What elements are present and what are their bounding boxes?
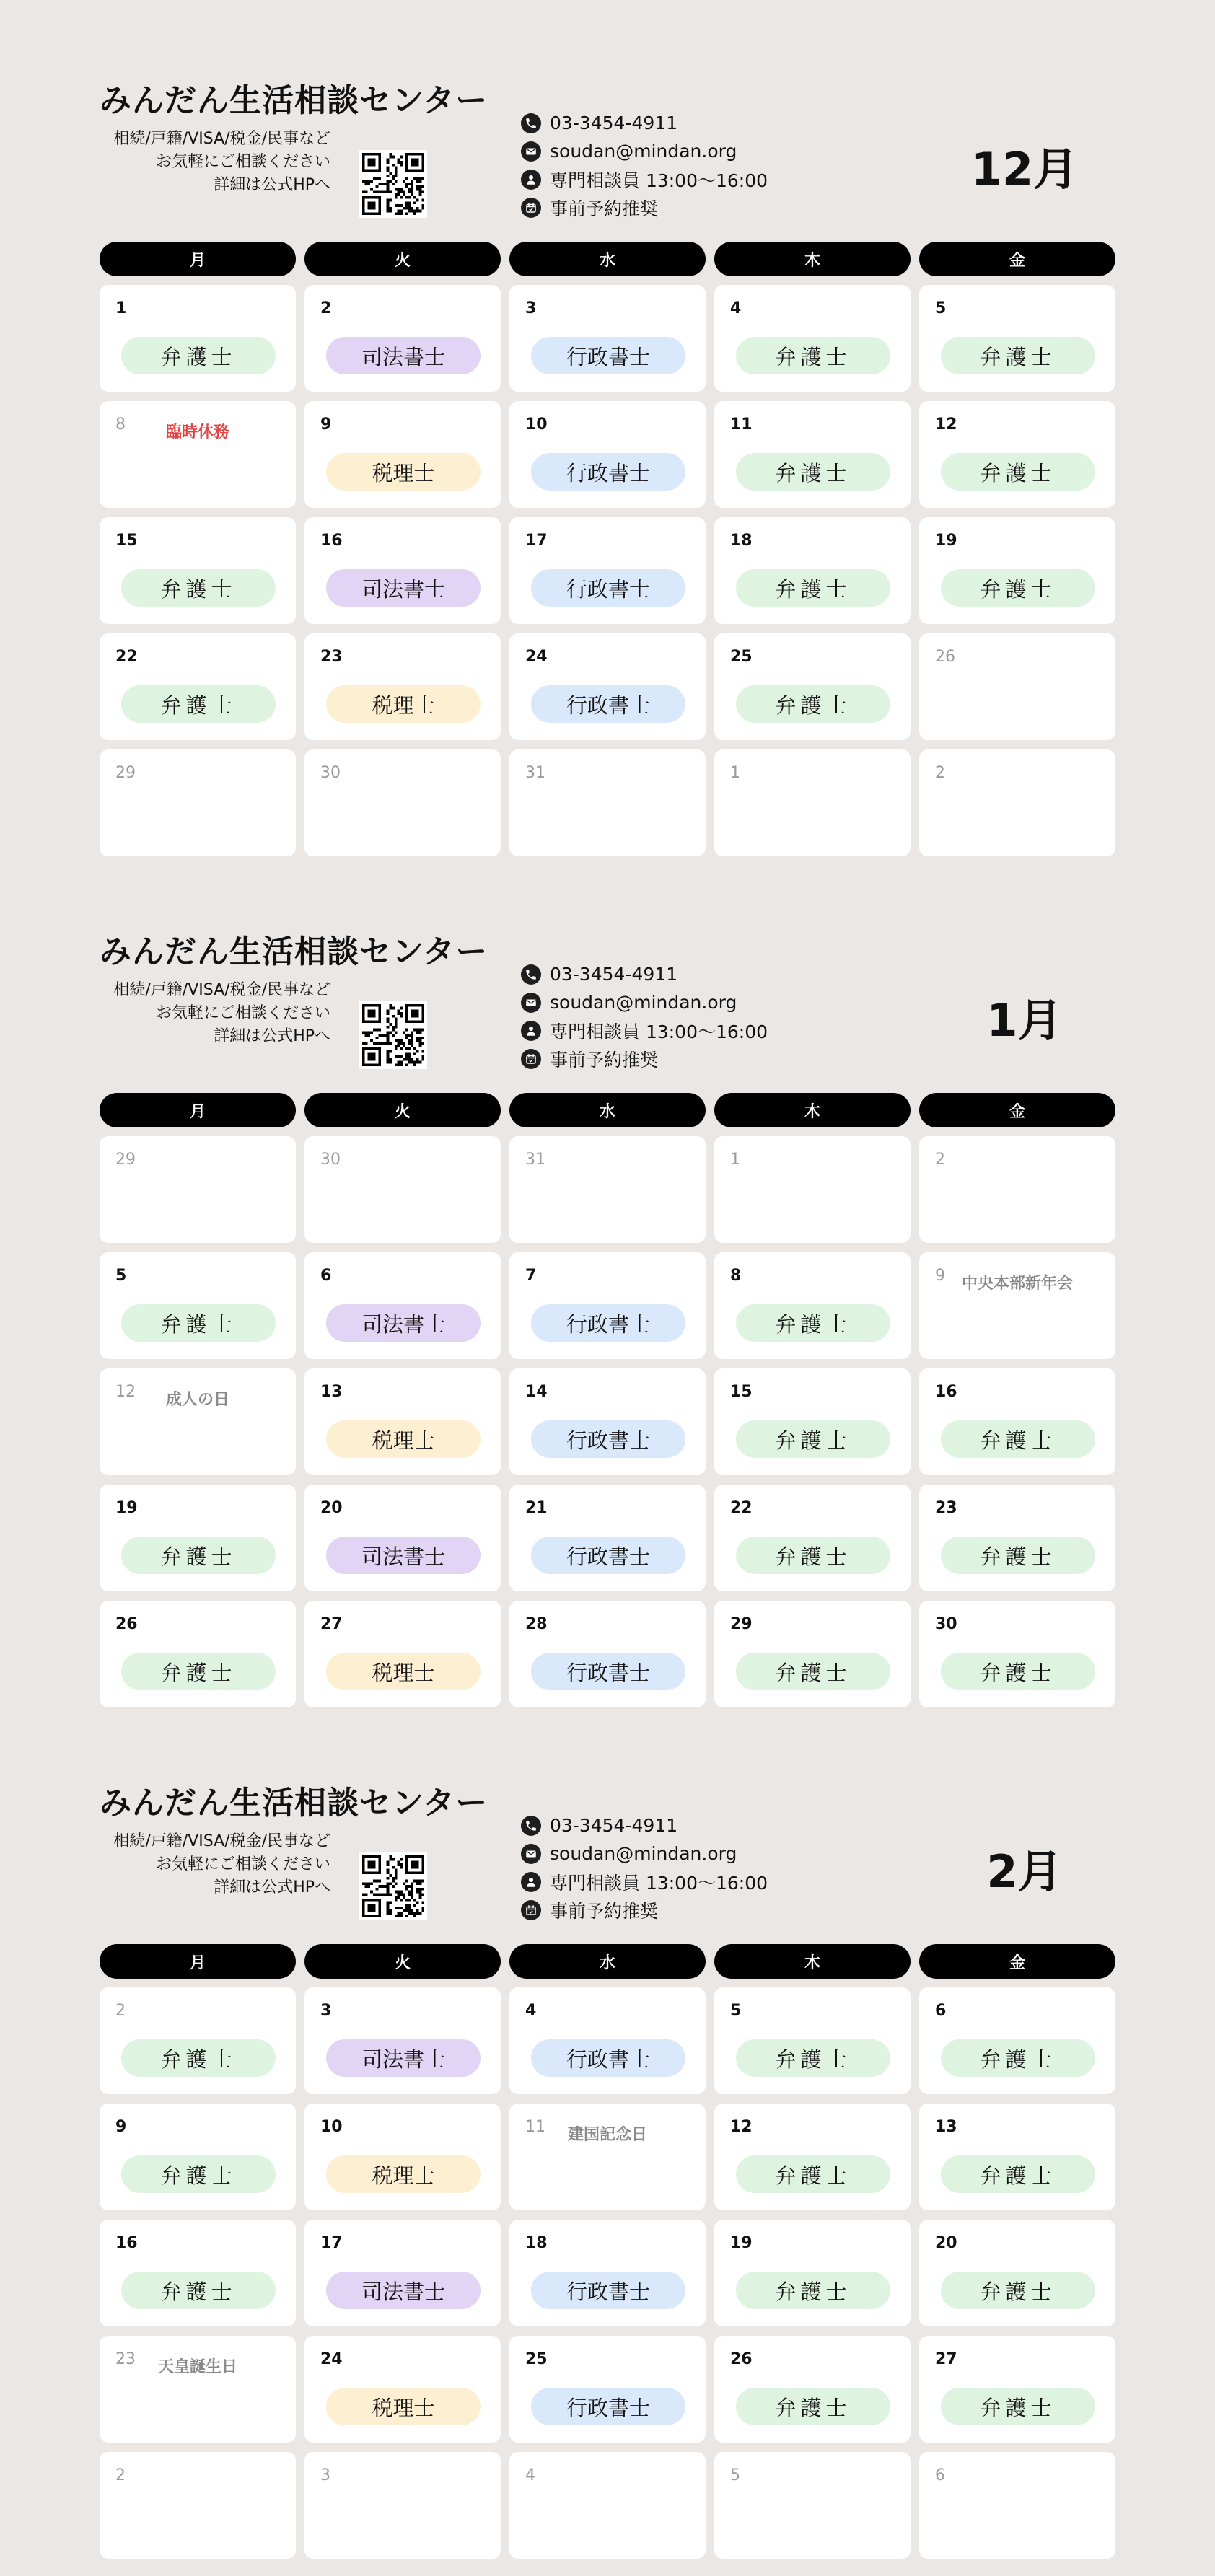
description-line: 詳細は公式HPへ [214, 1878, 330, 1896]
day-cell[interactable] [714, 1368, 911, 1475]
day-number: 11 [730, 416, 753, 434]
day-number: 5 [730, 2002, 742, 2020]
day-number: 3 [320, 2466, 330, 2484]
contact-text: soudan@mindan.org [550, 141, 737, 162]
person-icon [521, 170, 541, 190]
contact-row [521, 1016, 768, 1045]
day-number: 2 [935, 764, 945, 782]
day-note: 建国記念日 [567, 2126, 647, 2144]
day-number: 31 [525, 1151, 545, 1169]
day-cell[interactable] [919, 1136, 1115, 1243]
day-number: 29 [115, 764, 136, 782]
day-note: 天皇誕生日 [157, 2358, 237, 2376]
day-number: 6 [935, 2466, 945, 2484]
day-cell[interactable] [714, 2452, 911, 2559]
month-label: 12月 [970, 143, 1079, 195]
day-cell[interactable] [100, 1485, 296, 1591]
day-cell[interactable] [919, 401, 1115, 508]
day-number: 4 [525, 2466, 535, 2484]
consultant-bengoshi-badge: 弁護士 [736, 2388, 890, 2425]
contact-row [521, 193, 768, 221]
day-cell[interactable] [509, 2104, 706, 2210]
service-description [85, 1830, 330, 1899]
day-number: 23 [115, 2350, 136, 2368]
weekday-label: 水 [509, 1944, 706, 1979]
day-cell[interactable] [304, 633, 501, 740]
contact-row [521, 1868, 768, 1896]
consultant-bengoshi-badge: 弁護士 [736, 1420, 890, 1458]
consultant-gyosei-badge: 行政書士 [531, 2388, 685, 2425]
consultant-shiho-badge: 司法書士 [326, 337, 481, 374]
day-number: 27 [935, 2350, 957, 2368]
day-number: 9 [115, 2118, 127, 2136]
consultant-gyosei-badge: 行政書士 [531, 1537, 685, 1574]
day-cell[interactable] [100, 2452, 296, 2559]
day-number: 6 [320, 1267, 332, 1285]
consultant-shiho-badge: 司法書士 [326, 1537, 481, 1574]
day-number: 30 [935, 1615, 957, 1633]
day-number: 12 [115, 1383, 136, 1401]
consultant-gyosei-badge: 行政書士 [531, 2272, 685, 2309]
weekday-label: 木 [714, 242, 911, 276]
contact-row [521, 1896, 768, 1924]
day-cell[interactable] [919, 2104, 1115, 2210]
day-cell[interactable] [100, 1601, 296, 1707]
contact-row [521, 1811, 768, 1839]
consultant-bengoshi-badge: 弁護士 [941, 569, 1095, 607]
consultant-gyosei-badge: 行政書士 [531, 685, 685, 723]
day-number: 28 [525, 1615, 548, 1633]
day-number: 25 [730, 648, 753, 666]
description-line: お気軽にご相談ください [155, 1004, 330, 1022]
consultant-bengoshi-badge: 弁護士 [736, 1653, 890, 1690]
day-cell[interactable] [919, 1987, 1115, 2094]
day-number: 26 [115, 1615, 138, 1633]
consultant-shiho-badge: 司法書士 [326, 569, 481, 607]
day-number: 1 [730, 1151, 740, 1169]
weekday-label: 火 [304, 1093, 501, 1127]
day-number: 5 [115, 1267, 127, 1285]
day-cell[interactable] [509, 2336, 706, 2443]
day-cell[interactable] [304, 401, 501, 508]
consultant-bengoshi-badge: 弁護士 [736, 1537, 890, 1574]
contact-text: 03-3454-4911 [550, 113, 678, 133]
consultant-bengoshi-badge: 弁護士 [121, 1537, 276, 1574]
consultant-bengoshi-badge: 弁護士 [736, 2272, 890, 2309]
day-number: 1 [115, 299, 127, 317]
day-number: 15 [115, 532, 138, 550]
day-number: 2 [935, 1151, 945, 1169]
day-cell[interactable] [304, 749, 501, 856]
day-cell[interactable] [919, 1485, 1115, 1591]
day-cell[interactable] [304, 1987, 501, 2094]
day-number: 22 [730, 1499, 753, 1517]
day-number: 10 [320, 2118, 343, 2136]
weekday-label: 火 [304, 242, 501, 276]
service-description [85, 128, 330, 197]
day-cell[interactable] [509, 749, 706, 856]
day-cell[interactable] [304, 2336, 501, 2443]
weekday-label: 月 [100, 1944, 296, 1979]
day-cell[interactable] [509, 517, 706, 624]
description-line: 相続/戸籍/VISA/税金/民事など [113, 130, 330, 148]
day-number: 17 [320, 2234, 343, 2252]
day-number: 18 [525, 2234, 548, 2252]
day-cell[interactable] [100, 1368, 296, 1475]
description-line: お気軽にご相談ください [155, 1855, 330, 1873]
day-number: 2 [115, 2002, 126, 2020]
phone-icon [521, 964, 541, 985]
center-title: みんだん生活相談センター [100, 933, 488, 970]
day-cell[interactable] [714, 1136, 911, 1243]
description-line: 詳細は公式HPへ [214, 176, 330, 194]
day-cell[interactable] [919, 749, 1115, 856]
day-number: 25 [525, 2350, 548, 2368]
consultant-bengoshi-badge: 弁護士 [736, 569, 890, 607]
weekday-header [100, 1944, 1117, 1979]
day-number: 23 [320, 648, 343, 666]
day-number: 31 [525, 764, 545, 782]
day-cell[interactable] [100, 401, 296, 508]
day-number: 16 [935, 1383, 957, 1401]
day-cell[interactable] [714, 2220, 911, 2326]
day-note: 成人の日 [165, 1391, 229, 1409]
day-cell[interactable] [919, 633, 1115, 740]
day-cell[interactable] [509, 633, 706, 740]
day-number: 30 [320, 764, 341, 782]
day-number: 29 [730, 1615, 753, 1633]
qr-code-icon[interactable] [359, 1852, 427, 1920]
day-number: 5 [935, 299, 947, 317]
day-cell[interactable] [714, 1601, 911, 1707]
day-number: 27 [320, 1615, 343, 1633]
contact-text: 03-3454-4911 [550, 964, 678, 985]
day-cell[interactable] [919, 285, 1115, 392]
consultant-bengoshi-badge: 弁護士 [121, 1653, 276, 1690]
contact-text: 専門相談員 13:00〜16:00 [550, 1872, 768, 1894]
day-cell[interactable] [304, 1368, 501, 1475]
day-cell[interactable] [100, 749, 296, 856]
contact-info [521, 960, 768, 1073]
weekday-label: 火 [304, 1944, 501, 1979]
contact-text: soudan@mindan.org [550, 992, 737, 1013]
day-cell[interactable] [100, 2336, 296, 2443]
day-number: 12 [935, 416, 957, 434]
consultant-bengoshi-badge: 弁護士 [941, 1653, 1095, 1690]
consultant-gyosei-badge: 行政書士 [531, 337, 685, 374]
day-cell[interactable] [919, 2336, 1115, 2443]
day-cell[interactable] [919, 1368, 1115, 1475]
month-calendar [0, 32, 1215, 782]
day-number: 22 [115, 648, 138, 666]
day-number: 15 [730, 1383, 753, 1401]
consultant-bengoshi-badge: 弁護士 [736, 2039, 890, 2077]
day-number: 26 [730, 2350, 753, 2368]
contact-row [521, 137, 768, 165]
day-cell[interactable] [919, 2452, 1115, 2559]
day-number: 19 [730, 2234, 753, 2252]
consultant-bengoshi-badge: 弁護士 [121, 2039, 276, 2077]
contact-text: 専門相談員 13:00〜16:00 [550, 170, 768, 191]
day-cell[interactable] [304, 517, 501, 624]
phone-icon [521, 113, 541, 133]
day-number: 5 [730, 2466, 740, 2484]
contact-text: 事前予約推奨 [550, 1900, 659, 1922]
weekday-label: 金 [919, 1093, 1115, 1127]
contact-info [521, 1811, 768, 1924]
contact-text: 03-3454-4911 [550, 1815, 678, 1836]
day-number: 24 [525, 648, 548, 666]
day-cell[interactable] [100, 2104, 296, 2210]
day-cell[interactable] [714, 633, 911, 740]
consultant-gyosei-badge: 行政書士 [531, 2039, 685, 2077]
month-label: 2月 [986, 1845, 1063, 1898]
contact-row [521, 1045, 768, 1073]
day-number: 18 [730, 532, 753, 550]
day-number: 13 [320, 1383, 343, 1401]
consultant-zeiri-badge: 税理士 [326, 2388, 481, 2425]
day-number: 11 [525, 2118, 545, 2136]
consultant-shiho-badge: 司法書士 [326, 1304, 481, 1342]
consultant-bengoshi-badge: 弁護士 [121, 1304, 276, 1342]
day-number: 7 [525, 1267, 537, 1285]
day-cell[interactable] [304, 1485, 501, 1591]
description-line: 相続/戸籍/VISA/税金/民事など [113, 981, 330, 999]
consultant-bengoshi-badge: 弁護士 [941, 1420, 1095, 1458]
person-icon [521, 1021, 541, 1041]
day-cell[interactable] [100, 1987, 296, 2094]
day-cell[interactable] [919, 1252, 1115, 1359]
day-number: 4 [525, 2002, 537, 2020]
day-number: 26 [935, 648, 955, 666]
day-cell[interactable] [509, 2452, 706, 2559]
day-cell[interactable] [100, 517, 296, 624]
day-number: 19 [935, 532, 957, 550]
weekday-label: 月 [100, 1093, 296, 1127]
day-cell[interactable] [714, 285, 911, 392]
consultant-bengoshi-badge: 弁護士 [941, 2155, 1095, 2193]
consultant-zeiri-badge: 税理士 [326, 685, 481, 723]
consultant-bengoshi-badge: 弁護士 [736, 337, 890, 374]
weekday-header [100, 1093, 1117, 1127]
weekday-label: 水 [509, 1093, 706, 1127]
day-cell[interactable] [509, 401, 706, 508]
day-number: 9 [320, 416, 332, 434]
contact-row [521, 988, 768, 1016]
day-cell[interactable] [304, 2452, 501, 2559]
day-number: 8 [115, 416, 126, 434]
day-cell[interactable] [714, 401, 911, 508]
day-number: 29 [115, 1151, 136, 1169]
day-cell[interactable] [100, 1252, 296, 1359]
consultant-bengoshi-badge: 弁護士 [736, 453, 890, 491]
description-line: 相続/戸籍/VISA/税金/民事など [113, 1832, 330, 1850]
consultant-bengoshi-badge: 弁護士 [941, 2039, 1095, 2077]
day-cell[interactable] [304, 1136, 501, 1243]
consultant-bengoshi-badge: 弁護士 [121, 685, 276, 723]
day-cell[interactable] [509, 1987, 706, 2094]
day-number: 30 [320, 1151, 341, 1169]
day-cell[interactable] [100, 285, 296, 392]
day-number: 8 [730, 1267, 742, 1285]
consultant-bengoshi-badge: 弁護士 [121, 2155, 276, 2193]
consultant-bengoshi-badge: 弁護士 [736, 685, 890, 723]
day-number: 2 [115, 2466, 126, 2484]
consultant-bengoshi-badge: 弁護士 [941, 337, 1095, 374]
day-cell[interactable] [304, 285, 501, 392]
consultant-gyosei-badge: 行政書士 [531, 1420, 685, 1458]
day-cell[interactable] [714, 2336, 911, 2443]
contact-text: 事前予約推奨 [550, 198, 659, 219]
day-number: 2 [320, 299, 332, 317]
month-calendar [0, 884, 1215, 1685]
day-number: 6 [935, 2002, 947, 2020]
day-cell[interactable] [509, 2220, 706, 2326]
day-cell[interactable] [714, 749, 911, 856]
day-cell[interactable] [509, 1601, 706, 1707]
day-number: 20 [320, 1499, 343, 1517]
consultant-zeiri-badge: 税理士 [326, 453, 481, 491]
day-note: 臨時休務 [165, 423, 229, 441]
contact-row [521, 1839, 768, 1868]
calendar-icon [521, 1900, 541, 1920]
contact-row [521, 109, 768, 137]
consultant-shiho-badge: 司法書士 [326, 2272, 481, 2309]
month-calendar [0, 1735, 1215, 2484]
day-cell[interactable] [919, 2220, 1115, 2326]
day-cell[interactable] [304, 1601, 501, 1707]
person-icon [521, 1872, 541, 1892]
contact-info [521, 109, 768, 221]
day-number: 13 [935, 2118, 957, 2136]
day-cell[interactable] [304, 2104, 501, 2210]
day-cell[interactable] [714, 2104, 911, 2210]
day-number: 1 [730, 764, 740, 782]
day-cell[interactable] [714, 517, 911, 624]
day-cell[interactable] [714, 1987, 911, 2094]
phone-icon [521, 1816, 541, 1836]
consultant-bengoshi-badge: 弁護士 [941, 2388, 1095, 2425]
day-cell[interactable] [304, 2220, 501, 2326]
day-number: 23 [935, 1499, 957, 1517]
weekday-label: 木 [714, 1944, 911, 1979]
weekday-label: 月 [100, 242, 296, 276]
day-cell[interactable] [919, 517, 1115, 624]
weekday-label: 金 [919, 1944, 1115, 1979]
weekday-label: 水 [509, 242, 706, 276]
day-note: 中央本部新年会 [961, 1275, 1073, 1293]
day-cell[interactable] [100, 2220, 296, 2326]
consultant-bengoshi-badge: 弁護士 [941, 453, 1095, 491]
weekday-label: 金 [919, 242, 1115, 276]
mail-icon [521, 1844, 541, 1864]
calendar-icon [521, 198, 541, 218]
consultant-gyosei-badge: 行政書士 [531, 1304, 685, 1342]
day-number: 20 [935, 2234, 957, 2252]
day-number: 17 [525, 532, 548, 550]
consultant-gyosei-badge: 行政書士 [531, 569, 685, 607]
day-number: 21 [525, 1499, 548, 1517]
day-number: 12 [730, 2118, 753, 2136]
day-cell[interactable] [509, 1485, 706, 1591]
calendar-icon [521, 1049, 541, 1069]
day-number: 9 [935, 1267, 945, 1285]
qr-code-icon[interactable] [359, 1001, 427, 1069]
contact-row [521, 960, 768, 988]
consultant-zeiri-badge: 税理士 [326, 2155, 481, 2193]
consultant-bengoshi-badge: 弁護士 [121, 569, 276, 607]
day-cell[interactable] [304, 1252, 501, 1359]
consultant-bengoshi-badge: 弁護士 [941, 2272, 1095, 2309]
day-number: 4 [730, 299, 742, 317]
day-number: 24 [320, 2350, 343, 2368]
consultant-gyosei-badge: 行政書士 [531, 1653, 685, 1690]
service-description [85, 979, 330, 1048]
consultant-bengoshi-badge: 弁護士 [941, 1537, 1095, 1574]
consultant-bengoshi-badge: 弁護士 [121, 337, 276, 374]
day-cell[interactable] [509, 285, 706, 392]
consultant-zeiri-badge: 税理士 [326, 1653, 481, 1690]
day-number: 16 [320, 532, 343, 550]
consultant-bengoshi-badge: 弁護士 [736, 2155, 890, 2193]
day-number: 16 [115, 2234, 138, 2252]
day-number: 10 [525, 416, 548, 434]
contact-text: 専門相談員 13:00〜16:00 [550, 1021, 768, 1042]
center-title: みんだん生活相談センター [100, 1785, 488, 1821]
consultant-bengoshi-badge: 弁護士 [121, 2272, 276, 2309]
weekday-header [100, 242, 1117, 276]
day-number: 19 [115, 1499, 138, 1517]
consultant-zeiri-badge: 税理士 [326, 1420, 481, 1458]
day-cell[interactable] [714, 1252, 911, 1359]
contact-row [521, 165, 768, 193]
day-number: 3 [525, 299, 537, 317]
day-cell[interactable] [509, 1136, 706, 1243]
consultant-shiho-badge: 司法書士 [326, 2039, 481, 2077]
center-title: みんだん生活相談センター [100, 82, 488, 119]
mail-icon [521, 993, 541, 1013]
mail-icon [521, 141, 541, 162]
day-cell[interactable] [919, 1601, 1115, 1707]
description-line: お気軽にご相談ください [155, 153, 330, 171]
day-cell[interactable] [714, 1485, 911, 1591]
day-cell[interactable] [100, 633, 296, 740]
contact-text: soudan@mindan.org [550, 1843, 737, 1864]
qr-code-icon[interactable] [359, 150, 427, 218]
day-cell[interactable] [509, 1252, 706, 1359]
day-cell[interactable] [100, 1136, 296, 1243]
consultant-gyosei-badge: 行政書士 [531, 453, 685, 491]
consultant-bengoshi-badge: 弁護士 [736, 1304, 890, 1342]
weekday-label: 木 [714, 1093, 911, 1127]
day-cell[interactable] [509, 1368, 706, 1475]
contact-text: 事前予約推奨 [550, 1049, 659, 1071]
day-number: 3 [320, 2002, 332, 2020]
description-line: 詳細は公式HPへ [214, 1027, 330, 1045]
day-number: 14 [525, 1383, 548, 1401]
month-label: 1月 [986, 994, 1063, 1047]
